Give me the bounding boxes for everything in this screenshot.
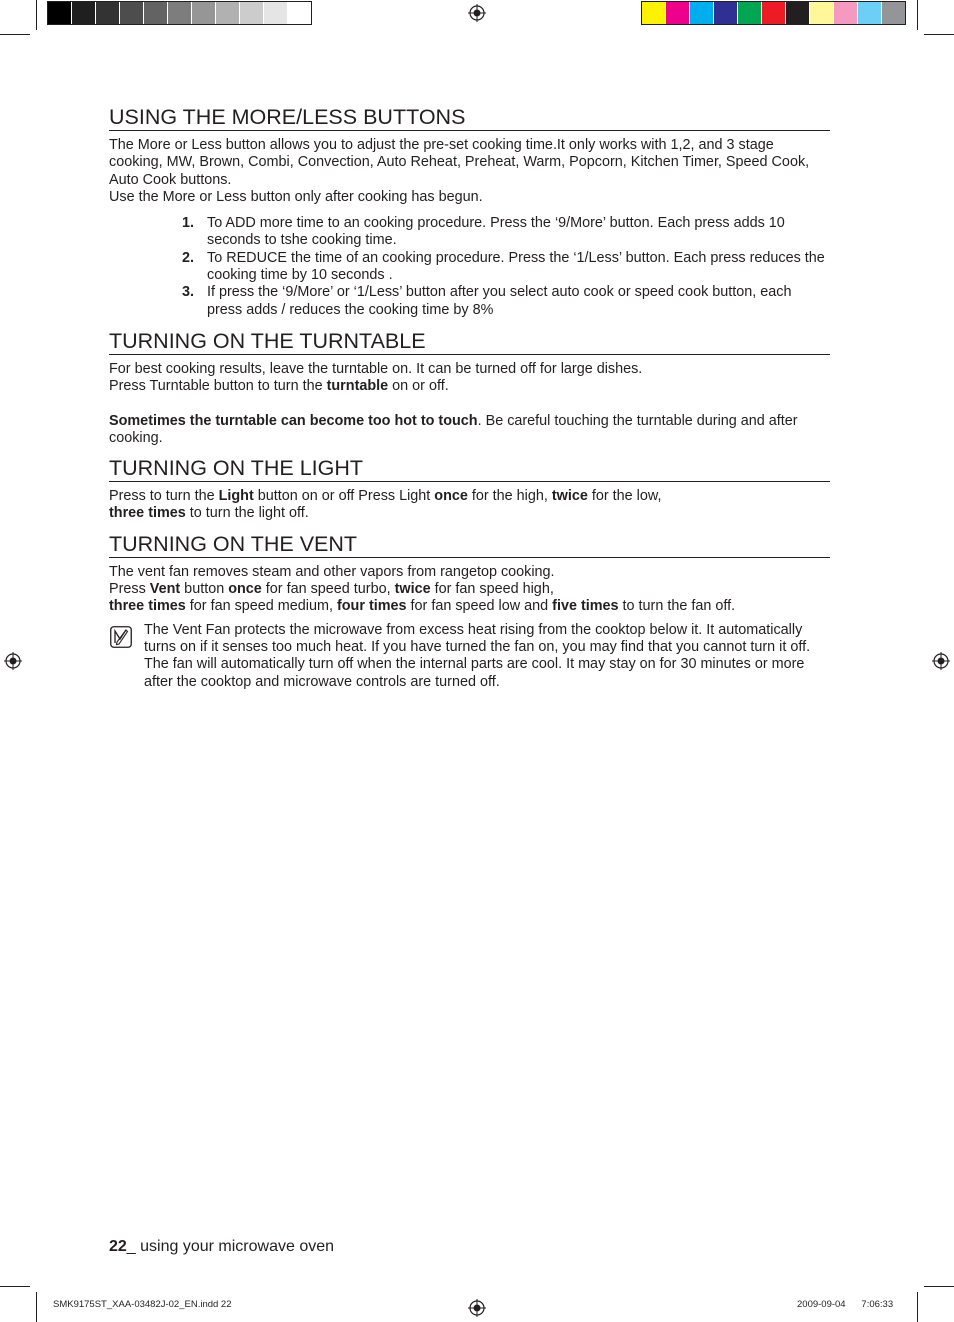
text-span: Press to turn the	[109, 488, 219, 505]
text-span: to turn the fan off.	[618, 598, 736, 615]
color-swatch	[72, 2, 96, 24]
text-span: for the low,	[587, 488, 662, 505]
color-swatch	[642, 2, 666, 24]
color-swatch	[882, 2, 905, 24]
bold-text: five times	[552, 598, 619, 615]
color-swatch	[786, 2, 810, 24]
color-swatch	[192, 2, 216, 24]
slug-datetime: 2009-09-04 7:06:33	[797, 1299, 894, 1310]
bold-text: three times	[109, 505, 186, 522]
page-footer	[109, 1238, 334, 1256]
color-swatch	[168, 2, 192, 24]
crop-mark-tr-h	[924, 34, 954, 35]
color-swatch	[120, 2, 144, 24]
color-swatch	[144, 2, 168, 24]
text-span: for fan speed medium,	[185, 598, 337, 615]
color-swatch-bar	[641, 1, 906, 25]
paragraph: The vent fan removes steam and other vapors from rangetop cooking.	[109, 563, 555, 580]
color-swatch	[48, 2, 72, 24]
section-title: TURNING ON THE LIGHT	[109, 455, 830, 482]
crop-mark-bl-h	[0, 1286, 30, 1287]
grayscale-swatch-bar	[47, 1, 312, 25]
color-swatch	[762, 2, 786, 24]
section-turntable	[109, 328, 830, 447]
crop-mark-tr-v	[917, 0, 918, 30]
step-text: To REDUCE the time of an cooking procedure. Press the ‘1/Less’ button. Each press reduces the cooking time by 10 seconds .	[207, 249, 825, 284]
text-span: button on or off Press Light	[253, 488, 435, 505]
color-swatch	[858, 2, 882, 24]
page-number: 22	[109, 1238, 127, 1255]
bold-text: Vent	[149, 581, 181, 598]
text-span: for fan speed turbo,	[261, 581, 395, 598]
crop-mark-tl-h	[0, 34, 30, 35]
color-swatch	[714, 2, 738, 24]
crop-mark-bl-v	[36, 1292, 37, 1322]
bold-text: Light	[218, 488, 254, 505]
paragraph	[109, 505, 830, 522]
bold-text: once	[228, 581, 262, 598]
section-title: USING THE MORE/LESS BUTTONS	[109, 104, 830, 131]
registration-mark-icon	[468, 4, 486, 22]
text-span: to turn the light off.	[185, 505, 309, 522]
bold-text: twice	[394, 581, 431, 598]
paragraph: For best cooking results, leave the turntable on. It can be turned off for large dishes.	[109, 360, 643, 377]
color-swatch	[690, 2, 714, 24]
crop-mark-br-h	[924, 1286, 954, 1287]
paragraph: Use the More or Less button only after cooking has begun.	[109, 188, 483, 205]
paragraph	[109, 378, 830, 395]
text-span: on or off.	[388, 378, 449, 395]
list-item	[109, 250, 830, 285]
color-swatch	[216, 2, 240, 24]
bold-text: turntable	[326, 378, 389, 395]
bold-text: three times	[109, 598, 186, 615]
registration-mark-icon	[468, 1299, 486, 1317]
section-light	[109, 455, 830, 523]
text-span: for the high,	[467, 488, 552, 505]
text-span: Press Turntable button to turn the	[109, 378, 327, 395]
section-title: TURNING ON THE TURNTABLE	[109, 328, 830, 355]
section-vent	[109, 531, 830, 691]
color-swatch	[738, 2, 762, 24]
slug-filename: SMK9175ST_XAA-03482J-02_EN.indd 22	[53, 1299, 232, 1310]
text-span: . Be careful touching the turntable during and after cooking.	[109, 412, 798, 446]
bold-text: four times	[336, 598, 407, 615]
crop-mark-br-v	[917, 1292, 918, 1322]
crop-mark-tl-v	[36, 0, 37, 30]
color-swatch	[288, 2, 311, 24]
paragraph: The More or Less button allows you to adjust the pre-set cooking time.It only works with 1,2, and 3 stage cooking, MW, Brown, Combi, Convection, Auto Reheat, Preheat, Warm, Popcorn, Kitchen Timer, Speed Cook, Auto Cook buttons.	[109, 137, 810, 188]
color-swatch	[96, 2, 120, 24]
paragraph	[109, 598, 830, 615]
paragraph	[109, 581, 830, 598]
color-swatch	[834, 2, 858, 24]
page-content	[109, 104, 830, 696]
step-number: 2.	[182, 249, 195, 266]
section-title: TURNING ON THE VENT	[109, 531, 830, 558]
step-number: 3.	[182, 284, 195, 301]
color-swatch	[810, 2, 834, 24]
bold-text: twice	[551, 488, 588, 505]
text-span: for fan speed high,	[430, 581, 554, 598]
text-span: Press	[109, 581, 150, 598]
bold-text: Sometimes the turntable can become too hot to touch	[109, 412, 478, 429]
note-text: The Vent Fan protects the microwave from excess heat rising from the cooktop below it. It automatically turns on if it senses too much heat. If you have turned the fan on, you may find that you cannot turn it off. The fan will automatically turn off when the internal parts are cool. It may stay on for 30 minutes or more after the cooktop and microwave controls are turned off.	[144, 621, 811, 690]
registration-mark-icon	[4, 652, 22, 670]
color-swatch	[240, 2, 264, 24]
step-text: To ADD more time to an cooking procedure. Press the ‘9/More’ button. Each press adds 10 seconds to tshe cooking time.	[207, 215, 785, 249]
steps-list	[109, 215, 830, 319]
section-more-less	[109, 104, 830, 319]
text-span: button	[180, 581, 229, 598]
list-item	[109, 215, 830, 250]
step-number: 1.	[182, 215, 195, 232]
note-box	[109, 622, 830, 691]
paragraph	[109, 488, 830, 505]
registration-mark-icon	[932, 652, 950, 670]
note-pencil-icon	[110, 626, 132, 648]
bold-text: once	[434, 488, 468, 505]
color-swatch	[666, 2, 690, 24]
footer-label: _ using your microwave oven	[126, 1238, 335, 1255]
text-span: for fan speed low and	[406, 598, 553, 615]
step-text: If press the ‘9/More’ or ‘1/Less’ button after you select auto cook or speed cook button, each press adds / reduces the cooking time by 8%	[207, 284, 792, 318]
color-swatch	[264, 2, 288, 24]
warning-paragraph	[109, 413, 830, 448]
list-item	[109, 284, 830, 319]
